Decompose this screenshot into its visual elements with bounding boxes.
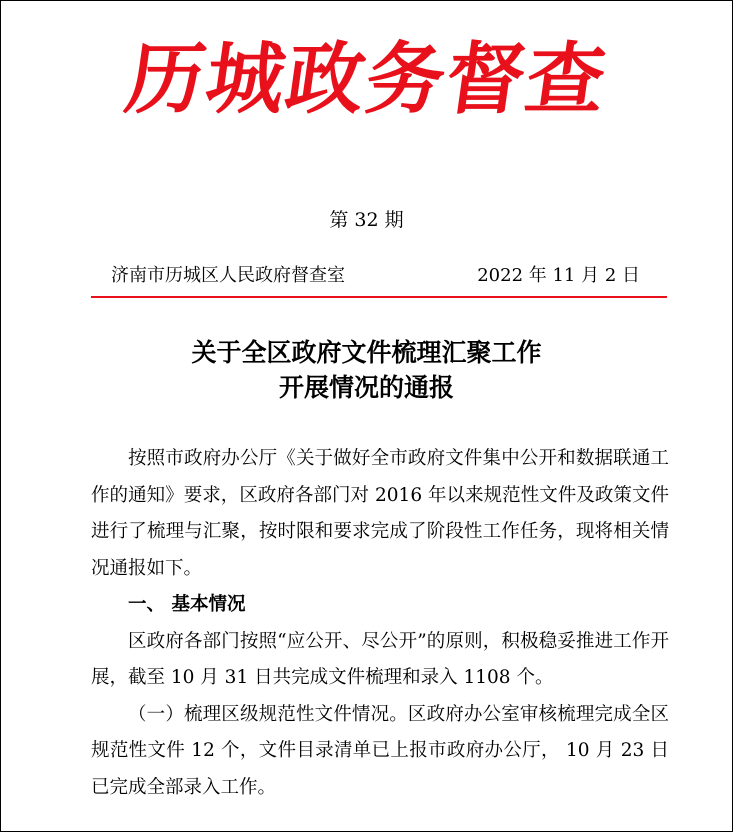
document-body (91, 441, 669, 806)
issue-number: 第 32 期 (329, 209, 404, 231)
section-heading-basic-situation: 一、 基本情况 (128, 594, 246, 615)
issue-date: 2022 年 11 月 2 日 (477, 265, 640, 286)
issuing-office: 济南市历城区人民政府督查室 (111, 265, 345, 286)
masthead-title: 历城政务督查 (120, 35, 613, 125)
document-title-line-1: 关于全区政府文件梳理汇聚工作 (191, 338, 542, 367)
body-paragraph: 区政府各部门按照“应公开、尽公开”的原则，积极稳妥推进工作开展，截至 10 月 31 日共完成文件梳理和录入 1108 个。 (91, 630, 669, 688)
body-paragraph: （一）梳理区级规范性文件情况。区政府办公室审核梳理完成全区规范性文件 12 个，文件目录清单已上报市政府办公厅， 10 月 23 日已完成全部录入工作。 (91, 703, 669, 798)
document-title (1, 335, 732, 405)
intro-paragraph: 按照市政府办公厅《关于做好全市政府文件集中公开和数据联通工作的通知》要求，区政府各部门对 2016 年以来规范性文件及政策文件进行了梳理与汇聚，按时限和要求完成了阶段性工作任务，现将相关情况通报如下。 (91, 448, 669, 579)
red-divider (91, 296, 667, 298)
document-title-line-2: 开展情况的通报 (278, 373, 454, 402)
